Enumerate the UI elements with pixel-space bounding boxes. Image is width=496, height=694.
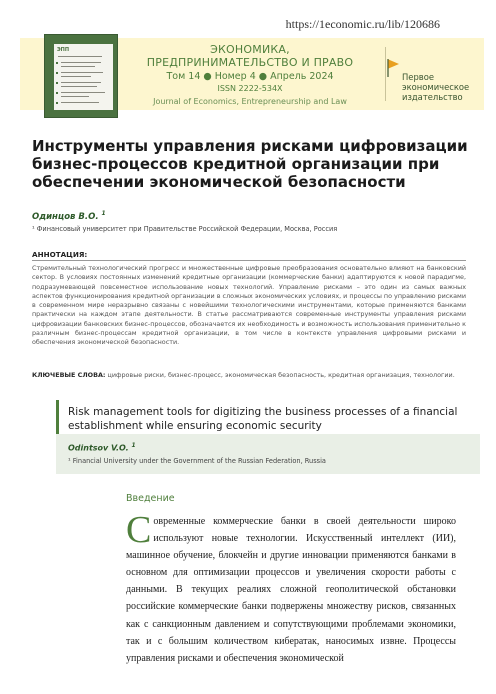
cover-mark <box>56 62 58 64</box>
cover-mark <box>56 92 58 94</box>
cover-page <box>54 44 113 110</box>
journal-cover-thumbnail <box>44 34 118 118</box>
cover-line <box>61 96 89 97</box>
cover-line <box>61 62 101 63</box>
journal-english-title: Journal of Economics, Entrepreneurship and Law <box>153 97 347 106</box>
cover-mark <box>56 102 58 104</box>
keywords-text: цифровые риски, бизнес-процесс, экономическая безопасность, кредитная организация, технологии. <box>107 371 455 379</box>
cover-line <box>61 72 103 73</box>
flag-icon <box>386 58 400 78</box>
english-affiliation: ¹ Financial University under the Government of the Russian Federation, Russia <box>68 457 326 465</box>
cover-line <box>61 86 97 87</box>
author-name-text: Одинцов В.О. <box>32 211 99 222</box>
cover-line <box>61 76 91 77</box>
publisher-line-3: издательство <box>402 92 463 102</box>
intro-paragraph <box>126 509 456 667</box>
cover-mark <box>56 72 58 74</box>
author-name <box>32 210 106 222</box>
cover-line <box>61 92 105 93</box>
author-affiliation: ¹ Финансовый университет при Правительстве Российской Федерации, Москва, Россия <box>32 225 338 233</box>
journal-title-line-2: ПРЕДПРИНИМАТЕЛЬСТВО И ПРАВО <box>146 56 354 69</box>
abstract-text: Стремительный технологический прогресс и множественные цифровые преобразования основательно влияют на банковский сектор. В условиях постоянных изменений кредитные организации (коммерческие банки) адаптируются к новой парадигме, подразумевающей повсеместное использование новых технологий. Управление рисками – это один из самых важных аспектов функционирования кредитной организации в сложных экономических условиях, и процессы по управлению рисками в современном мире неразрывно связаны с новейшими технологическими инструментами, которые применяются банками практически на каждом этапе деятельности. В статье рассматриваются современные инструменты управления рисками цифровизации банковских бизнес-процессов, обозначается их необходимость и возможность использования применительно к различным бизнес-процессам кредитной организации, в том числе в контексте управления цифровыми рисками и обеспечения экономической безопасности. <box>32 264 466 346</box>
journal-title-line-1: ЭКОНОМИКА, <box>210 43 290 56</box>
section-heading-intro: Введение <box>126 493 175 504</box>
english-title: Risk management tools for digitizing the business processes of a financial establishment while ensuring economic security <box>68 406 458 432</box>
cover-line <box>61 102 99 103</box>
cover-logo: ЭПП <box>57 47 70 53</box>
publisher-line-1: Первое <box>402 72 434 82</box>
journal-title <box>120 43 380 69</box>
cover-mark <box>56 82 58 84</box>
abstract-rule <box>32 260 466 261</box>
keywords <box>32 371 466 381</box>
cover-line <box>61 66 95 67</box>
keywords-label: КЛЮЧЕВЫЕ СЛОВА: <box>32 371 106 379</box>
article-title: Инструменты управления рисками цифровизации бизнес-процессов кредитной организации при обеспечении экономической безопасности <box>32 137 468 191</box>
cover-line <box>61 82 101 83</box>
author-affiliation-marker: 1 <box>101 210 106 217</box>
abstract-heading: АННОТАЦИЯ: <box>32 250 88 259</box>
english-author <box>68 442 136 453</box>
journal-issue: Том 14 ● Номер 4 ● Апрель 2024 <box>166 71 334 82</box>
journal-issn: ISSN 2222-534X <box>217 84 283 93</box>
source-url-link[interactable]: https://1economic.ru/lib/120686 <box>285 17 440 31</box>
publisher-name <box>402 72 482 102</box>
intro-text: овременные коммерческие банки в своей деятельности широко используют новые технологии. Искусственный интеллект (ИИ), машинное обучение, блокчейн и другие инновации применяются банками в основном для оптимизации процессов и увеличения скорости работы с данными. В текущих реалиях сложной геополитической обстановки российские коммерческие банки подвержены множеству рисков, связанных как с санкционным давлением и сопутствующими проблемами экономики, так и с большим количеством кибератак, наносимых извне. Процессы управления рисками и обеспечения экономической <box>126 516 456 664</box>
publisher-line-2: экономическое <box>402 82 470 92</box>
english-affiliation-marker: 1 <box>131 442 136 449</box>
cover-line <box>58 56 102 57</box>
english-author-text: Odintsov V.O. <box>68 443 129 453</box>
drop-cap: С <box>126 509 152 551</box>
